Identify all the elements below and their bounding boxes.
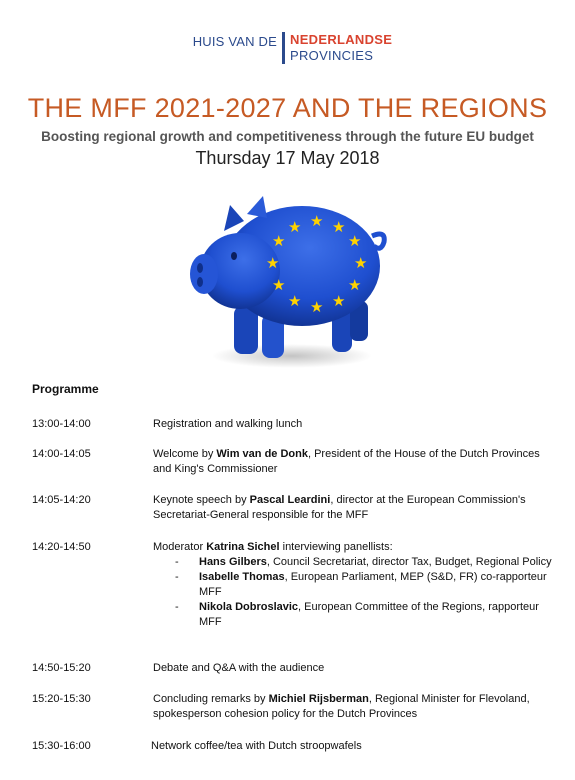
svg-text:★: ★ (272, 276, 286, 294)
row-time: 14:05-14:20 (32, 494, 91, 506)
svg-text:★: ★ (266, 254, 280, 272)
list-item: - Nikola Dobroslavic, European Committee of the Regions, rapporteur MFF (175, 601, 539, 628)
svg-text:★: ★ (288, 292, 302, 310)
row-text: Registration and walking lunch (153, 418, 303, 430)
list-item: - Isabelle Thomas, European Parliament, MEP (S&D, FR) co-rapporteur MFF (175, 571, 547, 598)
row-text: Concluding remarks by Michiel Rijsberman, Regional Minister for Flevoland, spokesperson cohesion policy for the Dutch Provinces (153, 693, 530, 720)
organisation-logo (0, 28, 575, 68)
panellist-name: Isabelle Thomas (199, 571, 285, 583)
row-time: 14:00-14:05 (32, 448, 91, 460)
svg-text:★: ★ (354, 254, 368, 272)
row-text: Network coffee/tea with Dutch stroopwafels (151, 740, 362, 752)
programme-heading: Programme (32, 382, 99, 396)
row-time: 14:20-14:50 (32, 541, 91, 553)
row-text: Debate and Q&A with the audience (153, 662, 325, 674)
svg-text:★: ★ (348, 232, 362, 250)
svg-text:★: ★ (310, 298, 324, 316)
row-time: 15:20-15:30 (32, 693, 91, 705)
svg-text:★: ★ (348, 276, 362, 294)
page-title: THE MFF 2021-2027 AND THE REGIONS (27, 93, 548, 123)
svg-text:★: ★ (332, 292, 346, 310)
logo-text-bottom: PROVINCIES (290, 48, 374, 63)
row-time: 15:30-16:00 (32, 740, 91, 752)
speaker-name: Pascal Leardini (249, 494, 331, 506)
logo-text-left: HUIS VAN DE (192, 34, 277, 49)
svg-text:★: ★ (332, 218, 346, 236)
row-time: 13:00-14:00 (32, 418, 91, 430)
svg-text:★: ★ (310, 212, 324, 230)
svg-text:★: ★ (272, 232, 286, 250)
speaker-name: Wim van de Donk (216, 448, 308, 460)
event-date: Thursday 17 May 2018 (195, 148, 380, 168)
row-text: Welcome by Wim van de Donk, President of the House of the Dutch Provinces and King's Commissioner (153, 448, 540, 475)
svg-text:★: ★ (288, 218, 302, 236)
logo-text-top: NEDERLANDSE (290, 32, 393, 47)
row-text: Moderator Katrina Sichel interviewing panellists: - Hans Gilbers, Council Secretariat, director Tax, Budget, Regional Policy - Isabelle Thomas, European Parliament, MEP (S&D, FR) co-rapporteur MFF - Nikola Dobroslavic, European Committee of the Regions, rapporteur MFF (153, 540, 558, 630)
logo-divider (282, 32, 285, 64)
panellist-list (153, 555, 558, 630)
eu-piggy-bank-icon (182, 176, 392, 376)
list-item: - Hans Gilbers, Council Secretariat, director Tax, Budget, Regional Policy (175, 556, 552, 568)
panellist-name: Nikola Dobroslavic (199, 601, 299, 613)
panellist-name: Hans Gilbers (199, 556, 267, 568)
row-text: Keynote speech by Pascal Leardini, director at the European Commission's Secretariat-General responsible for the MFF (153, 494, 526, 521)
speaker-name: Michiel Rijsberman (268, 693, 369, 705)
page-subtitle: Boosting regional growth and competitiveness through the future EU budget (41, 129, 534, 144)
speaker-name: Katrina Sichel (206, 541, 280, 553)
row-time: 14:50-15:20 (32, 662, 91, 674)
